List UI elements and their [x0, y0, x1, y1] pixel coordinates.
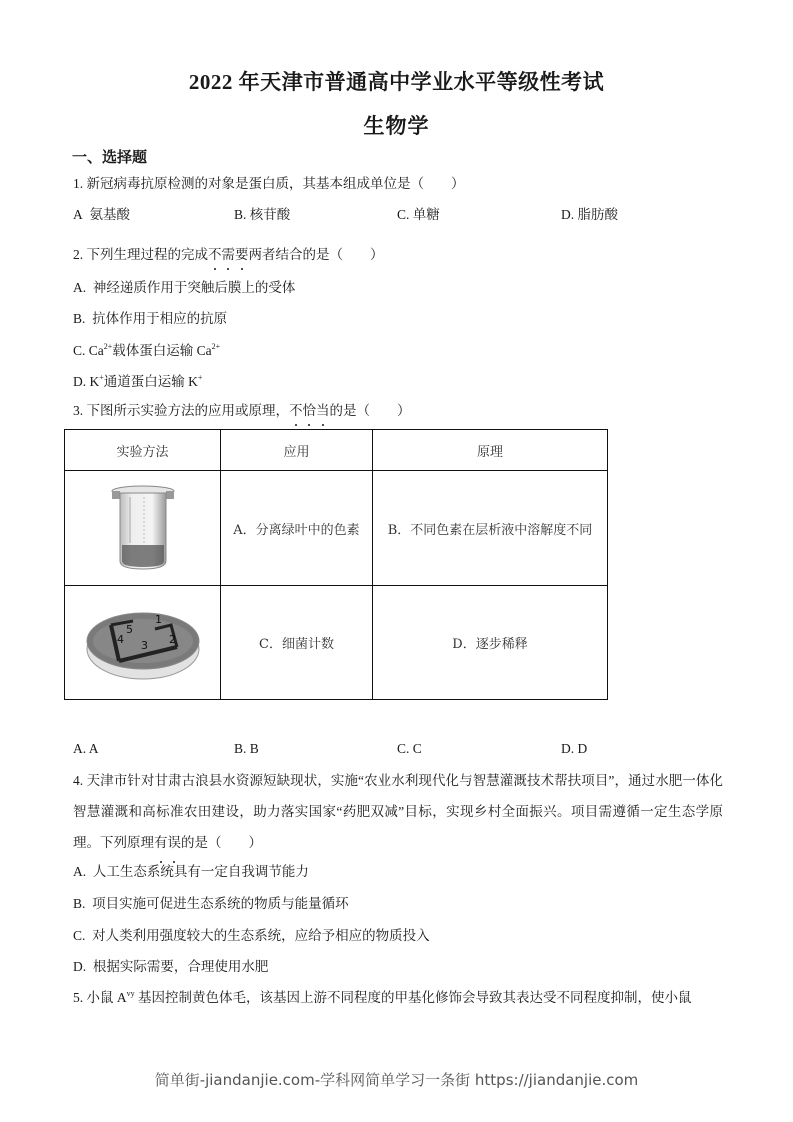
svg-text:3: 3	[140, 638, 148, 652]
option-text: 神经递质作用于突触后膜上的受体	[92, 280, 296, 295]
footer-watermark: 简单街-jiandanjie.com-学科网简单学习一条街 https://jiandanjie.com	[154, 1071, 639, 1089]
option-label: B.	[73, 311, 86, 326]
charge-superscript: 2+	[103, 342, 113, 351]
option-text: 人工生态系统具有一定自我调节能力	[92, 864, 309, 879]
question-number: 2.	[73, 247, 84, 262]
option-a[interactable]	[73, 739, 99, 759]
question-text: 的是（ ）	[329, 403, 411, 418]
application-a: A．分离绿叶中的色素	[221, 471, 373, 586]
emphasis-char: 有	[154, 827, 168, 858]
emphasis-char: 误	[168, 827, 182, 858]
question-text: 基因控制黄色体毛，该基因上游不同程度的甲基化修饰会导致其表达受不同程度抑制，使小鼠	[134, 990, 692, 1005]
charge-superscript: +	[99, 373, 104, 382]
table-header-application: 应用	[221, 430, 373, 471]
question-text: 天津市针对甘肃古浪县水资源短缺现状，实施“农业水利现代化与智慧灌溉技术帮扶项目”，通过水肥一体化智慧灌溉和高标准农田建设，助力落实国家“药肥双减”目标，实现乡村全面振兴。项目需遵循一定生态学原理。下列原理	[73, 773, 724, 850]
option-b[interactable]	[234, 205, 290, 225]
question-1-stem	[73, 174, 465, 194]
option-text: 通道蛋白运输 K	[103, 374, 198, 389]
option-text: 核苷酸	[249, 207, 291, 222]
emphasis-char: 不	[208, 245, 222, 265]
question-number: 3.	[73, 403, 84, 418]
question-text: 新冠病毒抗原检测的对象是蛋白质，其基本组成单位是（ ）	[86, 176, 465, 191]
question-4-option-a[interactable]	[73, 862, 309, 882]
option-label: C.	[397, 207, 410, 222]
option-label: A	[73, 207, 83, 222]
option-label: D.	[73, 374, 87, 389]
emphasis-char: 要	[235, 245, 249, 265]
option-label: C.	[73, 343, 86, 358]
option-d[interactable]	[561, 205, 618, 225]
option-d[interactable]	[561, 739, 587, 759]
option-label: C.	[73, 928, 86, 943]
option-text: 对人类利用强度较大的生态系统，应给予相应的物质投入	[92, 928, 430, 943]
question-text: 小鼠 A	[86, 990, 127, 1005]
question-2-option-a[interactable]	[73, 278, 295, 298]
option-text: 脂肪酸	[577, 207, 618, 222]
option-label: A.	[73, 864, 87, 879]
option-text: 单糖	[412, 207, 440, 222]
table-header-principle: 原理	[373, 430, 608, 471]
option-text: D	[577, 741, 588, 756]
principle-d: D．逐步稀释	[373, 586, 608, 700]
option-text: 抗体作用于相应的抗原	[92, 311, 228, 326]
option-a[interactable]	[73, 205, 130, 225]
option-label: B.	[234, 207, 247, 222]
option-b[interactable]	[234, 739, 259, 759]
table-header-method: 实验方法	[65, 430, 221, 471]
option-label: B.	[73, 896, 86, 911]
emphasis-char: 需	[222, 245, 236, 265]
question-number: 4.	[73, 773, 84, 788]
option-label: D.	[561, 207, 575, 222]
application-c: C．细菌计数	[221, 586, 373, 700]
petri-dish-icon	[83, 603, 203, 683]
emphasis-char: 不	[289, 401, 303, 421]
question-text: 的是（ ）	[181, 835, 262, 850]
emphasis-char: 恰	[303, 401, 317, 421]
option-text: A	[88, 741, 99, 756]
option-text: Ca	[88, 343, 104, 358]
option-text: 载体蛋白运输 Ca	[112, 343, 212, 358]
option-c[interactable]	[397, 205, 440, 225]
option-text: C	[412, 741, 422, 756]
table-row	[65, 471, 608, 586]
option-label: D.	[73, 959, 87, 974]
question-5-stem	[73, 988, 692, 1008]
question-4-option-d[interactable]	[73, 957, 268, 977]
option-label: A.	[73, 741, 87, 756]
question-text: 下图所示实验方法的应用或原理，	[86, 403, 289, 418]
petri-dish-streak-figure	[65, 586, 221, 700]
principle-b: B．不同色素在层析液中溶解度不同	[373, 471, 608, 586]
option-label: D.	[561, 741, 575, 756]
table-row	[65, 586, 608, 700]
svg-text:1: 1	[154, 612, 162, 626]
section-heading: 一、选择题	[72, 150, 148, 166]
svg-text:5: 5	[125, 622, 133, 636]
option-text: 氨基酸	[89, 207, 130, 222]
option-label: B.	[234, 741, 247, 756]
svg-text:2: 2	[168, 632, 176, 646]
question-2-stem	[73, 245, 384, 265]
exam-subject: 生物学	[363, 114, 430, 138]
question-text: 下列生理过程的完成	[86, 247, 208, 262]
experiment-table	[64, 429, 608, 700]
question-3-stem	[73, 401, 411, 421]
question-text: 两者结合的是（ ）	[248, 247, 384, 262]
svg-text:4: 4	[116, 632, 124, 646]
option-label: A.	[73, 280, 87, 295]
charge-superscript: +	[197, 373, 203, 382]
beaker-chromatography-figure	[65, 471, 221, 586]
option-label: C.	[397, 741, 410, 756]
option-text: 项目实施可促进生态系统的物质与能量循环	[92, 896, 349, 911]
emphasis-char: 当	[316, 401, 330, 421]
question-2-option-b[interactable]	[73, 309, 227, 329]
table-header-row	[65, 430, 608, 471]
question-4-option-c[interactable]	[73, 926, 430, 946]
beaker-icon	[108, 483, 178, 573]
question-number: 5.	[73, 990, 84, 1005]
allele-superscript: vy	[126, 989, 135, 998]
question-number: 1.	[73, 176, 84, 191]
option-text: 根据实际需要，合理使用水肥	[92, 959, 269, 974]
question-2-option-d[interactable]	[73, 372, 202, 392]
option-c[interactable]	[397, 739, 422, 759]
option-text: K	[89, 374, 100, 389]
question-4-option-b[interactable]	[73, 894, 349, 914]
option-text: B	[249, 741, 259, 756]
charge-superscript: 2+	[211, 342, 221, 351]
question-4-stem	[73, 765, 723, 858]
exam-title: 2022 年天津市普通高中学业水平等级性考试	[188, 70, 605, 94]
question-2-option-c[interactable]	[73, 341, 220, 361]
